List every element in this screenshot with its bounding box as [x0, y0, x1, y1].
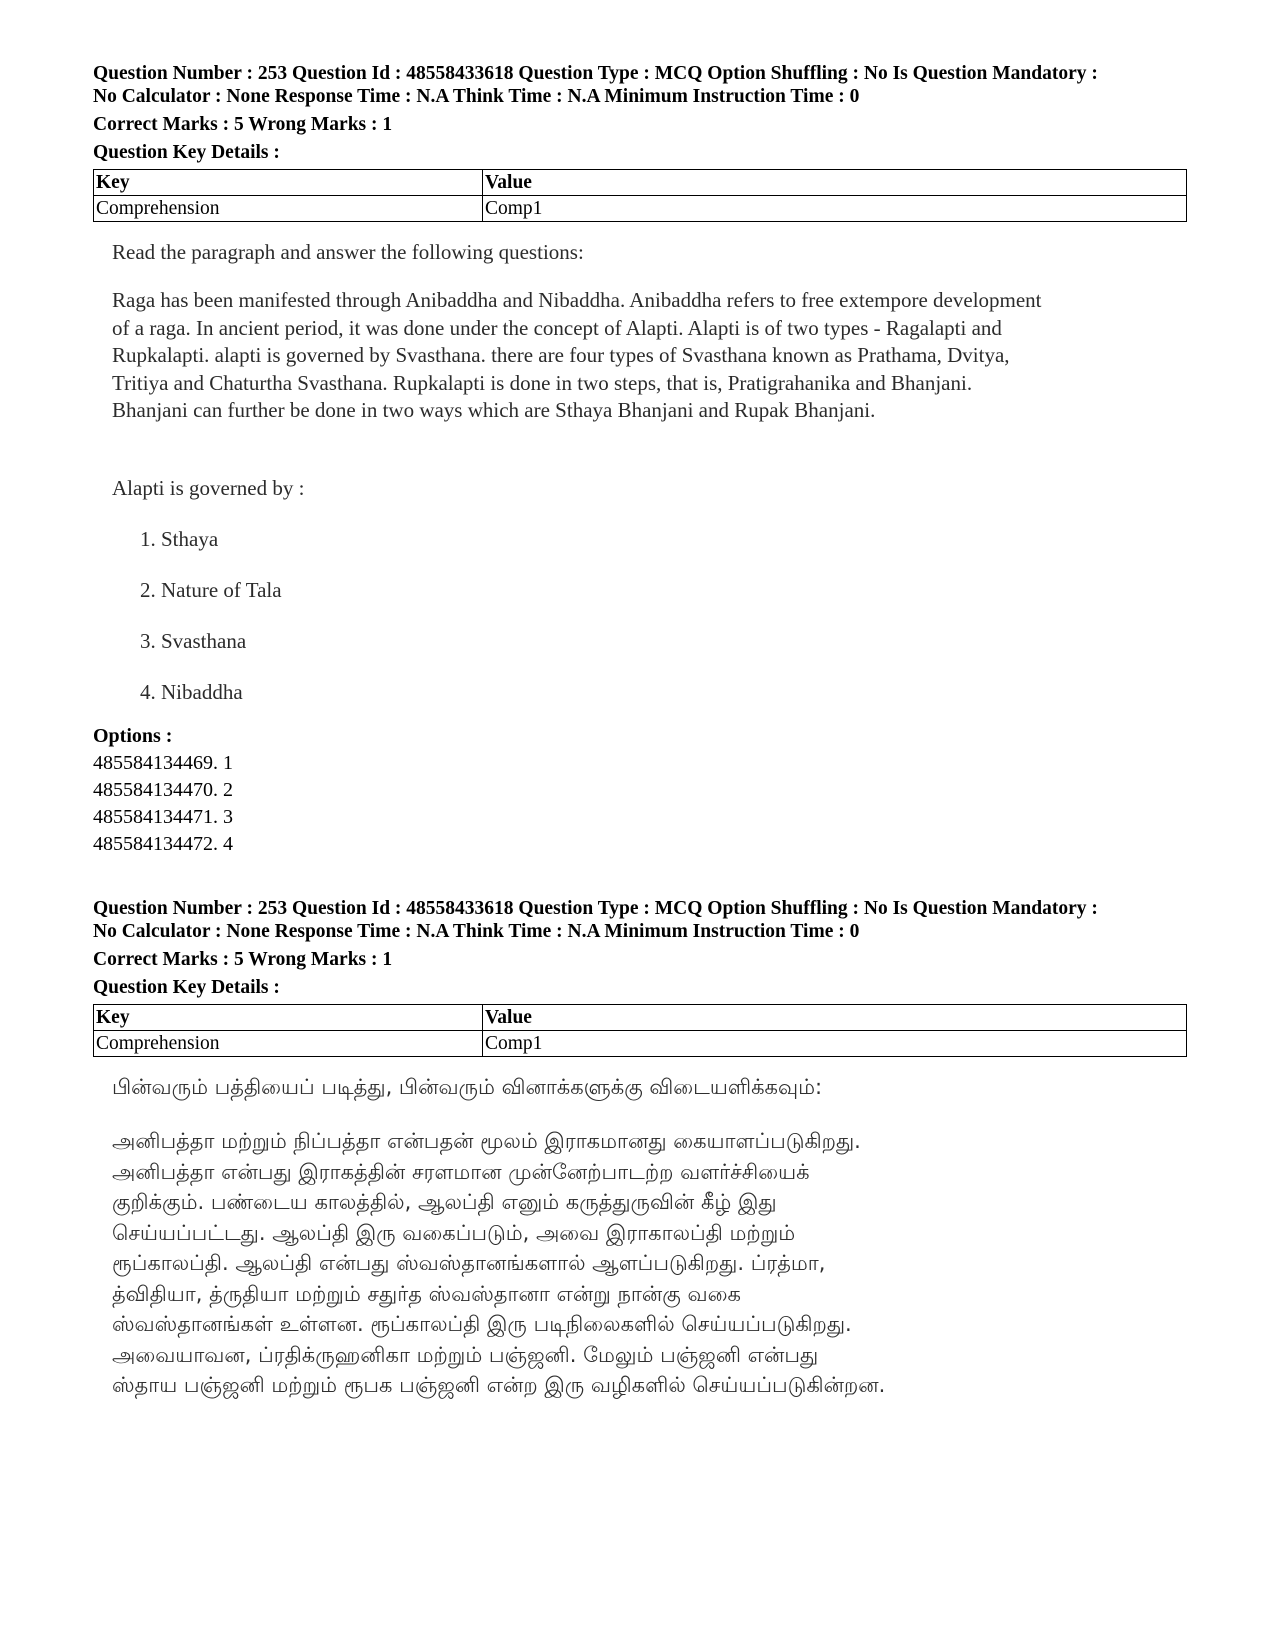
question-header-1	[93, 62, 1181, 222]
tamil-line: அனிபத்தா என்பது இராகத்தின் சரளமான முன்னேற்பாடற்ற வளர்ச்சியைக்	[112, 1159, 810, 1184]
marks-line: Correct Marks : 5 Wrong Marks : 1	[93, 949, 393, 970]
choice-item: 2. Nature of Tala	[140, 578, 282, 602]
table-header-key: Key	[94, 1005, 483, 1031]
choice-item: 3. Svasthana	[140, 629, 247, 653]
table-row	[94, 1031, 1187, 1057]
option-item: 485584134471. 3	[93, 806, 233, 828]
tamil-line: ஸ்தாய பஞ்ஜனி மற்றும் ரூபக பஞ்ஜனி என்ற இரு வழிகளில் செய்யப்படுகின்றன.	[112, 1373, 886, 1397]
meta-line-2: No Calculator : None Response Time : N.A Think Time : N.A Minimum Instruction Time : 0	[93, 86, 860, 107]
choice-item: 1. Sthaya	[140, 527, 219, 551]
table-header-row	[94, 170, 1187, 196]
options-label: Options :	[93, 725, 173, 747]
passage-instruction: Read the paragraph and answer the following questions:	[112, 240, 584, 264]
passage-line: of a raga. In ancient period, it was done under the concept of Alapti. Alapti is of two types - Ragalapti and	[112, 315, 1002, 340]
table-header-value: Value	[483, 1005, 1187, 1031]
table-row	[94, 196, 1187, 222]
marks-line: Correct Marks : 5 Wrong Marks : 1	[93, 114, 393, 135]
choice-item: 4. Nibaddha	[140, 680, 243, 704]
tamil-instruction: பின்வரும் பத்தியைப் படித்து, பின்வரும் வினாக்களுக்கு விடையளிக்கவும்:	[112, 1075, 823, 1099]
option-item: 485584134470. 2	[93, 779, 233, 801]
table-cell-key: Comprehension	[94, 196, 483, 222]
question-header-2	[93, 897, 1181, 1057]
meta-line-1: Question Number : 253 Question Id : 48558433618 Question Type : MCQ Option Shuffling : No Is Question Mandatory :	[93, 898, 1098, 919]
passage-line: Raga has been manifested through Anibaddha and Nibaddha. Anibaddha refers to free extempore development	[112, 288, 1042, 312]
key-details-label: Question Key Details :	[93, 977, 280, 998]
table-header-row	[94, 1005, 1187, 1031]
table-cell-key: Comprehension	[94, 1031, 483, 1057]
table-header-value: Value	[483, 170, 1187, 196]
meta-line-2: No Calculator : None Response Time : N.A Think Time : N.A Minimum Instruction Time : 0	[93, 921, 860, 942]
table-header-key: Key	[94, 170, 483, 196]
key-details-table	[93, 1004, 1187, 1057]
table-cell-value: Comp1	[483, 196, 1187, 222]
meta-line-1: Question Number : 253 Question Id : 48558433618 Question Type : MCQ Option Shuffling : No Is Question Mandatory :	[93, 63, 1098, 84]
tamil-line: செய்யப்பட்டது. ஆலப்தி இரு வகைப்படும், அவை இராகாலப்தி மற்றும்	[112, 1220, 796, 1245]
passage-paragraph	[112, 287, 1172, 425]
tamil-line: அனிபத்தா மற்றும் நிப்பத்தா என்பதன் மூலம் இராகமானது கையாளப்படுகிறது.	[112, 1129, 861, 1153]
tamil-line: ரூப்காலப்தி. ஆலப்தி என்பது ஸ்வஸ்தானங்களால் ஆளப்படுகிறது. ப்ரத்மா,	[112, 1251, 826, 1275]
option-item: 485584134469. 1	[93, 752, 233, 774]
passage-line: Bhanjani can further be done in two ways which are Sthaya Bhanjani and Rupak Bhanjani.	[112, 398, 876, 422]
key-details-label: Question Key Details :	[93, 142, 280, 163]
english-passage	[112, 240, 1172, 425]
tamil-line: அவையாவன, ப்ரதிக்ருஹனிகா மற்றும் பஞ்ஜனி. மேலும் பஞ்ஜனி என்பது	[112, 1342, 819, 1367]
question-meta	[93, 897, 1181, 943]
question-text: Alapti is governed by :	[112, 476, 305, 500]
tamil-line: த்விதியா, த்ருதியா மற்றும் சதுர்த ஸ்வஸ்தானா என்று நான்கு வகை	[112, 1281, 741, 1306]
tamil-line: குறிக்கும். பண்டைய காலத்தில், ஆலப்தி எனும் கருத்துருவின் கீழ் இது	[112, 1190, 777, 1214]
passage-line: Tritiya and Chaturtha Svasthana. Rupkalapti is done in two steps, that is, Pratigrahanika and Bhanjani.	[112, 370, 973, 395]
passage-line: Rupkalapti. alapti is governed by Svasthana. there are four types of Svasthana known as Prathama, Dvitya,	[112, 343, 1010, 367]
tamil-passage	[112, 1075, 1192, 1401]
key-details-table	[93, 169, 1187, 222]
tamil-line: ஸ்வஸ்தானங்கள் உள்ளன. ரூப்காலப்தி இரு படிநிலைகளில் செய்யப்படுகிறது.	[112, 1312, 852, 1336]
option-item: 485584134472. 4	[93, 833, 233, 855]
question-meta	[93, 62, 1181, 108]
table-cell-value: Comp1	[483, 1031, 1187, 1057]
tamil-paragraph	[112, 1126, 1192, 1401]
